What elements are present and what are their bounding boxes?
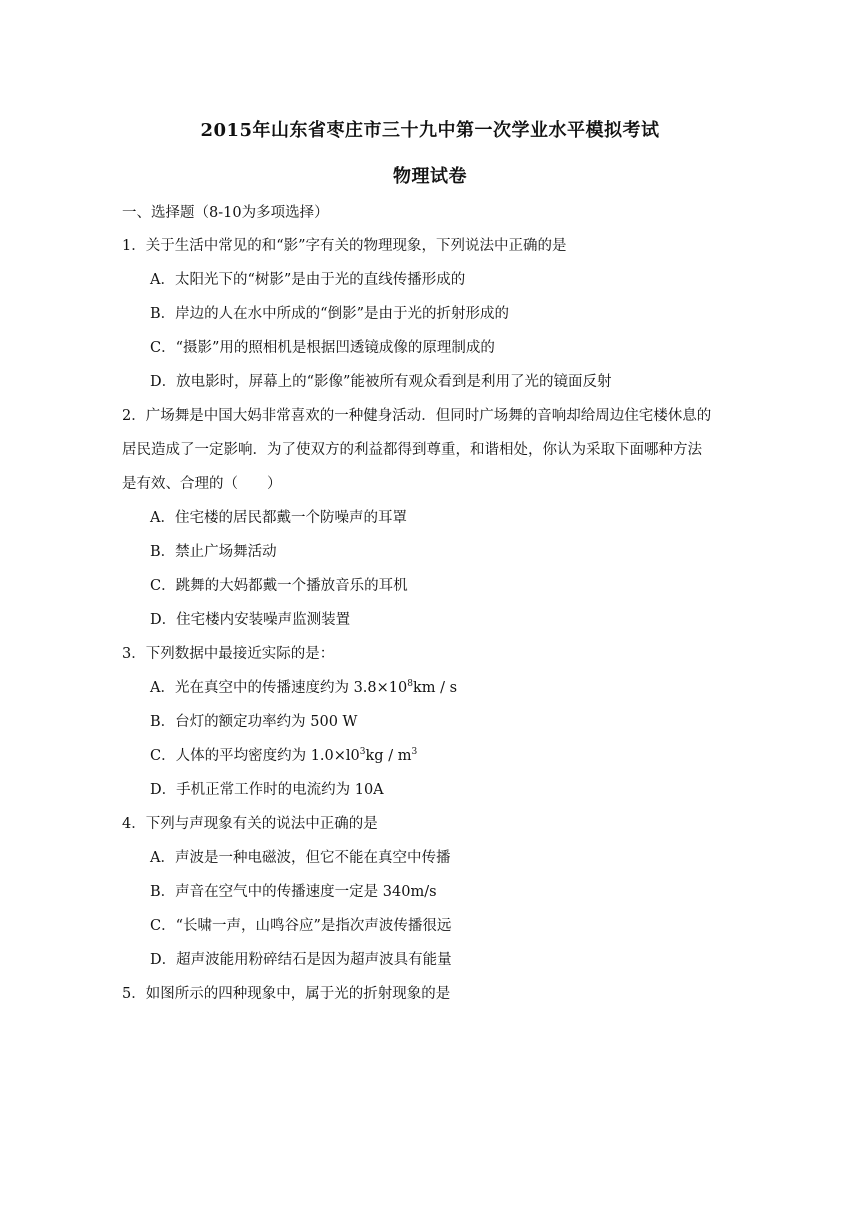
question-4-option-b: B．声音在空气中的传播速度一定是 340m/s: [150, 884, 437, 900]
question-4: 4．下列与声现象有关的说法中正确的是: [122, 816, 378, 832]
question-2-option-b: B．禁止广场舞活动: [150, 544, 277, 560]
option-c-exponent: 3: [359, 747, 366, 758]
question-1-option-d: D．放电影时，屏幕上的“影像”能被所有观众看到是利用了光的镜面反射: [150, 374, 612, 390]
question-1-option-b: B．岸边的人在水中所成的“倒影”是由于光的折射形成的: [150, 306, 509, 322]
question-4-option-c: C．“长啸一声，山鸣谷应”是指次声波传播很远: [150, 918, 452, 934]
exam-subtitle: 物理试卷: [393, 166, 467, 187]
question-3-option-d: D．手机正常工作时的电流约为 10A: [150, 782, 384, 798]
option-a-text: A．光在真空中的传播速度约为 3.8×10: [150, 680, 408, 696]
question-3-option-b: B．台灯的额定功率约为 500 W: [150, 714, 358, 730]
question-3: 3．下列数据中最接近实际的是：: [122, 646, 335, 662]
question-3-option-a: [150, 678, 457, 698]
section-heading: 一、选择题（8-10为多项选择）: [122, 205, 329, 221]
option-c-unit: kg / m: [365, 748, 412, 764]
question-3-option-c: [150, 746, 417, 766]
question-2-line-3: 是有效、合理的（ ）: [122, 476, 282, 492]
question-2-line-2: 居民造成了一定影响．为了使双方的利益都得到尊重，和谐相处，你认为采取下面哪种方法: [122, 442, 702, 458]
question-5: 5．如图所示的四种现象中，属于光的折射现象的是: [122, 986, 451, 1002]
question-1-option-a: A．太阳光下的“树影”是由于光的直线传播形成的: [150, 272, 466, 288]
question-4-option-d: D．超声波能用粉碎结石是因为超声波具有能量: [150, 952, 452, 968]
option-c-text: C．人体的平均密度约为 1.0×l0: [150, 748, 360, 764]
question-2-option-c: C．跳舞的大妈都戴一个播放音乐的耳机: [150, 578, 408, 594]
option-a-unit: km / s: [412, 680, 458, 696]
question-2-line-1: 2．广场舞是中国大妈非常喜欢的一种健身活动．但同时广场舞的音响却给周边住宅楼休息的: [122, 408, 712, 424]
question-4-option-a: A．声波是一种电磁波，但它不能在真空中传播: [150, 850, 451, 866]
option-c-unit-exponent: 3: [411, 747, 418, 758]
question-1-option-c: C．“摄影”用的照相机是根据凹透镜成像的原理制成的: [150, 340, 495, 356]
option-a-exponent: 8: [407, 679, 413, 690]
exam-title: 2015年山东省枣庄市三十九中第一次学业水平模拟考试: [200, 120, 660, 141]
question-2-option-a: A．住宅楼的居民都戴一个防噪声的耳罩: [150, 510, 407, 526]
question-1: 1．关于生活中常见的和“影”字有关的物理现象，下列说法中正确的是: [122, 238, 567, 254]
question-2-option-d: D．住宅楼内安装噪声监测装置: [150, 612, 351, 628]
